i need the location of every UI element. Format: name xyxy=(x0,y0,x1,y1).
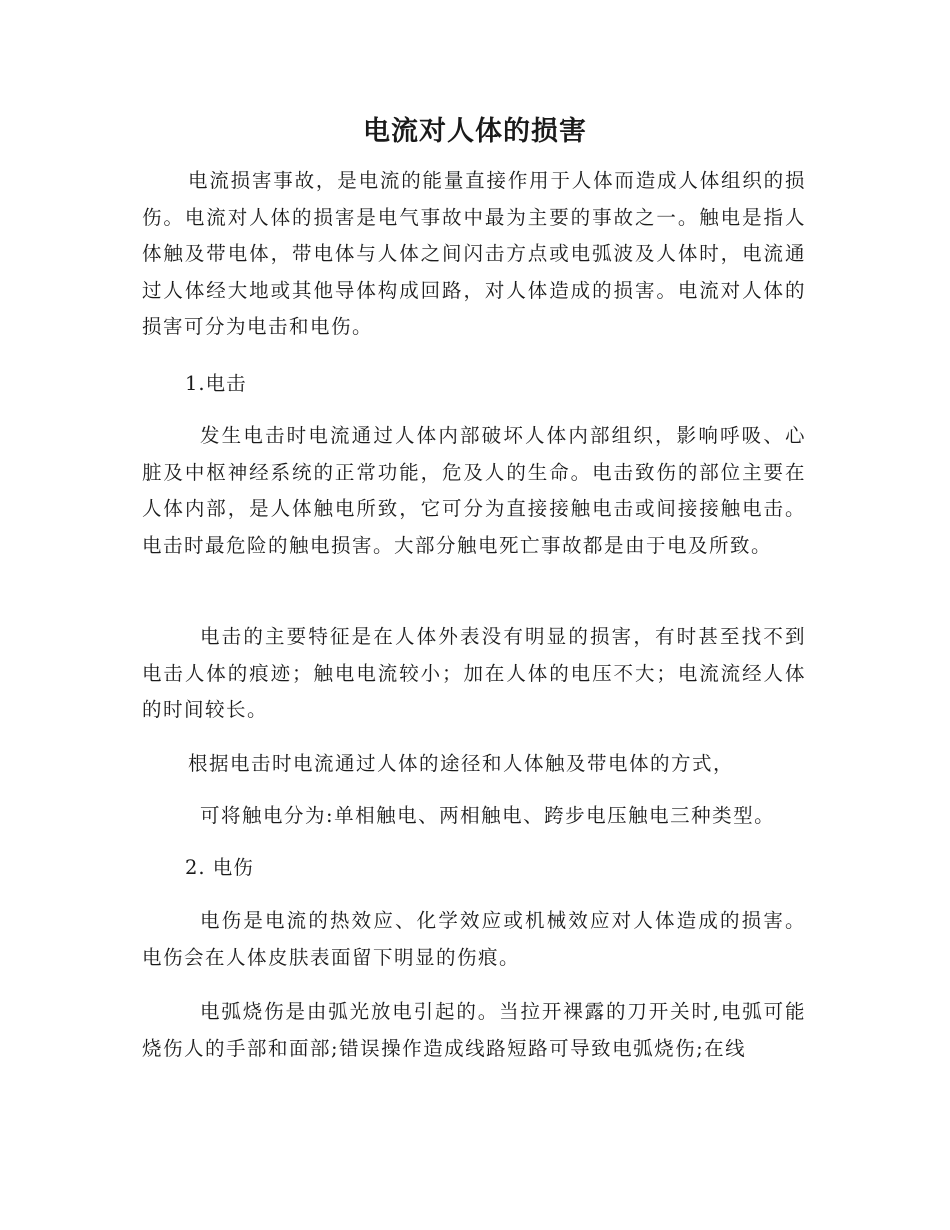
document-title: 电流对人体的损害 xyxy=(363,116,587,147)
shock-paragraph-3: 根据电击时电流通过人体的途径和人体触及带电体的方式， xyxy=(188,752,735,775)
injury-paragraph-2: 电弧烧伤是由弧光放电引起的。当拉开裸露的刀开关时,电弧可能烧伤人的手部和面部;错误操作造成线路短路可导致电弧烧伤;在线 xyxy=(142,1000,806,1060)
shock-paragraph-2: 电击的主要特征是在人体外表没有明显的损害，有时甚至找不到电击人体的痕迹；触电电流较小；加在人体的电压不大；电流流经人体的时间较长。 xyxy=(142,625,806,721)
injury-paragraph-1: 电伤是电流的热效应、化学效应或机械效应对人体造成的损害。电伤会在人体皮肤表面留下明显的伤痕。 xyxy=(142,909,806,969)
section-heading-electric-injury: 2. 电伤 xyxy=(185,856,254,879)
shock-paragraph-4: 可将触电分为:单相触电、两相触电、跨步电压触电三种类型。 xyxy=(200,804,776,827)
shock-paragraph-1: 发生电击时电流通过人体内部破坏人体内部组织，影响呼吸、心脏及中枢神经系统的正常功能，危及人的生命。电击致伤的部位主要在人体内部，是人体触电所致，它可分为直接接触电击或间接接触电击。电击时最危险的触电损害。大部分触电死亡事故都是由于电及所致。 xyxy=(142,424,806,557)
intro-paragraph: 电流损害事故，是电流的能量直接作用于人体而造成人体组织的损伤。电流对人体的损害是电气事故中最为主要的事故之一。触电是指人体触及带电体，带电体与人体之间闪击方点或电弧波及人体时，电流通过人体经大地或其他导体构成回路，对人体造成的损害。电流对人体的损害可分为电击和电伤。 xyxy=(142,169,806,338)
section-heading-electric-shock: 1.电击 xyxy=(185,372,247,395)
